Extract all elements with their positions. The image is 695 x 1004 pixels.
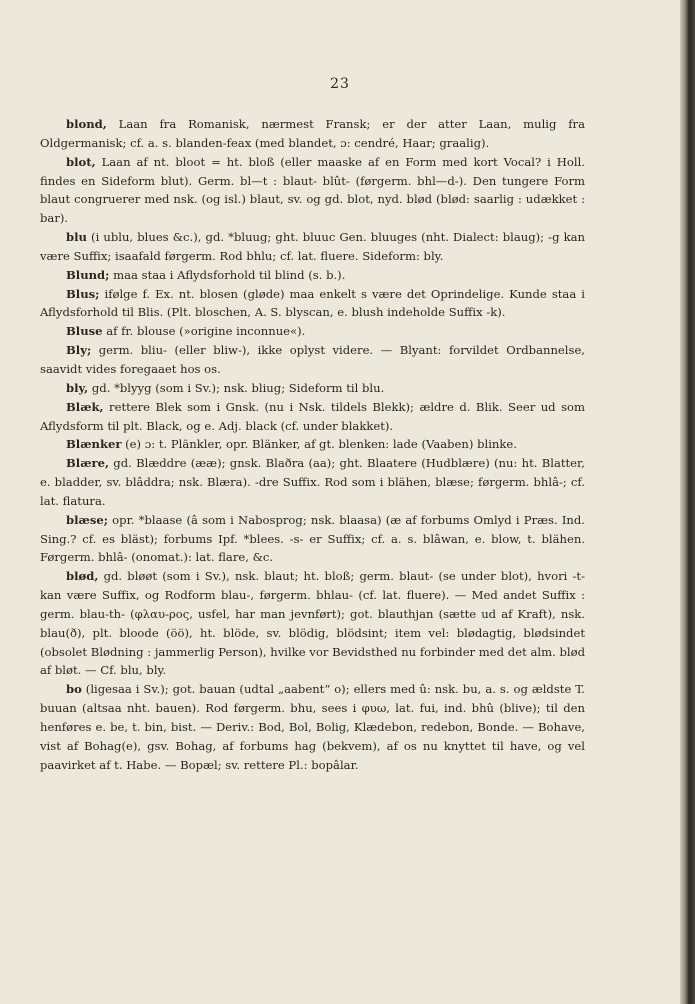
headword: Bluse: [66, 324, 103, 339]
dictionary-entry: [40, 379, 585, 398]
headword: blot,: [66, 154, 96, 169]
dictionary-entry: [40, 341, 585, 379]
headword: Blus;: [66, 286, 100, 301]
dictionary-entry: [40, 511, 585, 568]
headword: Blære,: [66, 456, 110, 471]
entry-body: ifølge f. Ex. nt. blosen (gløde) maa enkelt s være det Oprindelige. Kunde staa i Aflydsforhold til Blis. (Plt. bloschen, A. S. blyscan, e. blush indeholde Suffix -k).: [40, 286, 585, 320]
dictionary-entry: [40, 398, 585, 436]
entry-body: (ligesaa i Sv.); got. bauan (udtal „aabent“ o); ellers med û: nsk. bu, a. s. og ældste T. buuan (altsaa nht. bauen). Rod førgerm. bhu, sees i φυω, lat. fui, ind. bhû (blive); til den henføres e. be, t. bin, bist. — Deriv.: Bod, Bol, Bolig, Klædebon, redebon, Bonde. — Bohave, vist af Bohag(e), gsv. Bohag, af forbums hag (bekvem), af os nu knyttet til have, og vel paavirket af t. Habe. — Bopæl; sv. rettere Pl.: bopâlar.: [40, 682, 585, 772]
entry-body: gd. bløøt (som i Sv.), nsk. blaut; ht. bloß; germ. blaut- (se under blot), hvori -t- kan være Suffix, og Rodform blau-, førgerm. bhlau- (cf. lat. fluere). — Med andet Suffix : germ. blau-th- (φλαυ-ρος, usfel, har man jevnført); got. blauthjan (sætte ud af Kraft), nsk. blau(ð), plt. bloode (öö), ht. blöde, sv. blödig, blödsint; item vel: blødagtig, blødsindet (obsolet Blødning : jammerlig Person), hvilke vor Bevidsthed nu forbinder med det alm. blød af bløt. — Cf. blu, bly.: [40, 569, 585, 678]
dictionary-text: [40, 115, 585, 775]
dictionary-entry: [40, 153, 585, 228]
entry-body: rettere Blek som i Gnsk. (nu i Nsk. tildels Blekk); ældre d. Blik. Seer ud som Aflydsform til plt. Black, og e. Adj. black (cf. under blakket).: [40, 399, 585, 433]
dictionary-entry: [40, 266, 585, 285]
entry-body: germ. bliu- (eller bliw-), ikke oplyst videre. — Blyant: forvildet Ordbannelse, saavidt vides foregaaet hos os.: [40, 343, 585, 376]
entry-body: (e) ɔ: t. Plänkler, opr. Blänker, af gt. blenken: lade (Vaaben) blinke.: [121, 437, 517, 452]
headword: blæse;: [66, 512, 108, 527]
headword: bo: [66, 682, 82, 697]
page-number: 23: [330, 76, 350, 92]
entry-body: gd. Blæddre (ææ); gnsk. Blaðra (aa); ght. Blaatere (Hudblære) (nu: ht. Blatter, e. bladder, sv. blâddra; nsk. Blæra). -dre Suffix. Rod som i blähen, blæse; førgerm. bhlâ-; cf. lat. flatura.: [40, 456, 585, 508]
headword: Blænker: [66, 437, 122, 452]
headword: Bly;: [66, 343, 92, 358]
dictionary-entry: [40, 435, 585, 454]
dictionary-entry: [40, 228, 585, 266]
dictionary-entry: [40, 680, 585, 774]
entry-body: Laan fra Romanisk, nærmest Fransk; er der atter Laan, mulig fra Oldgermanisk; cf. a. s. blanden-feax (med blandet, ɔ: cendré, Haar; graalig).: [40, 117, 585, 150]
headword: Blæk,: [66, 399, 104, 414]
entry-body: Laan af nt. bloot = ht. bloß (eller maaske af en Form med kort Vocal? i Holl. findes en Sideform blut). Germ. bl—t : blaut- blût- (førgerm. bhl—d-). Den tungere Form blaut congruerer med nsk. (og isl.) blaut, sv. og gd. blot, nyd. blød (blød: saarlig : udækket : bar).: [40, 154, 585, 226]
entry-body: af fr. blouse (»origine inconnue«).: [102, 324, 306, 339]
entry-body: maa staa i Aflydsforhold til blind (s. b.).: [109, 267, 346, 282]
headword: blu: [66, 230, 87, 245]
headword: blond,: [66, 117, 107, 131]
dictionary-entry: [40, 115, 585, 153]
entry-body: (i ublu, blues &c.), gd. *bluug; ght. bluuc Gen. bluuges (nht. Dialect: blaug); -g kan være Suffix; isaafald førgerm. Rod bhlu; cf. lat. fluere. Sideform: bly.: [40, 230, 585, 263]
headword: bly,: [66, 380, 89, 395]
entry-body: opr. *blaase (â som i Nabosprog; nsk. blaasa) (æ af forbums Omlyd i Præs. Ind. Sing.? cf. es bläst); forbums Ipf. *blees. -s- er Suffix; cf. a. s. blâwan, e. blow, t. blähen. Førgerm. bhlâ- (onomat.): lat. flare, &c.: [40, 512, 585, 565]
dictionary-entry: [40, 322, 585, 341]
dictionary-entry: [40, 285, 585, 323]
book-spine-edge: [680, 0, 695, 1004]
headword: Blund;: [66, 267, 110, 282]
dictionary-entry: [40, 454, 585, 511]
headword: blød,: [66, 569, 99, 584]
entry-body: gd. *blyyg (som i Sv.); nsk. bliug; Sideform til blu.: [88, 380, 385, 395]
dictionary-entry: [40, 567, 585, 680]
